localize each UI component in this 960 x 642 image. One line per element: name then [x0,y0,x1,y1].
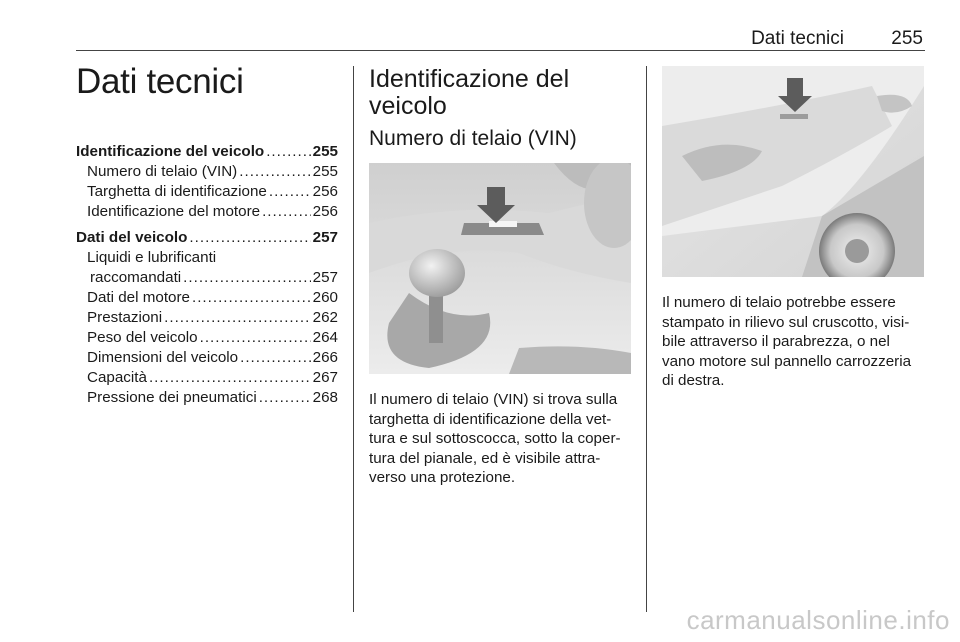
column-divider-right [646,66,647,612]
toc-entry-page: 257 [312,229,338,246]
toc-entry-label: Capacità [87,369,147,386]
toc-entry-page: 266 [312,349,338,366]
toc-entry-label: Pressione dei pneumatici [87,389,257,406]
toc-entry[interactable] [76,348,338,368]
toc-entry-page: 256 [312,203,338,220]
toc-entry[interactable] [76,162,338,182]
toc-entry[interactable] [76,228,338,248]
toc-entry-page: 255 [312,163,338,180]
toc-leader-dots [164,308,311,328]
toc-entry[interactable] [76,182,338,202]
toc-entry-page: 264 [312,329,338,346]
toc-entry-page: 256 [312,183,338,200]
dashboard-vin-text: Il numero di telaio potrebbe essere stampato in rilievo sul cruscotto, visi-bile attraverso il parabrezza, o nel vano motore sul pannello carrozzeria di destra. [662,294,912,389]
watermark: carmanualsonline.info [686,605,950,635]
toc-entry-page: 260 [312,289,338,306]
toc-entry[interactable] [76,248,338,268]
toc-entry-label: Identificazione del motore [87,203,261,220]
toc-entry-label: Dimensioni del veicolo [87,349,239,366]
toc-leader-dots [183,268,310,288]
header-title: Dati tecnici [751,28,844,49]
page-number: 255 [891,28,923,49]
toc-leader-dots [192,288,311,308]
section-heading: Identificazione del veicolo [369,65,570,120]
toc-entry-label: Liquidi e lubrificanti [87,249,217,266]
column-divider-left [353,66,354,612]
vin-plate-figure [369,163,631,374]
toc-entry-label: Numero di telaio (VIN) [87,163,238,180]
toc-leader-dots [239,162,310,182]
toc-leader-dots [240,348,311,368]
toc-entry-label: Dati del veicolo [76,229,188,246]
toc-entry[interactable] [76,142,338,162]
toc-entry-page: 267 [312,369,338,386]
toc-entry[interactable] [76,202,338,222]
table-of-contents [76,142,338,408]
dashboard-vin-figure [662,66,924,277]
header-rule [76,50,925,51]
subsection-heading: Numero di telaio (VIN) [369,127,577,150]
toc-entry-page: 257 [312,269,338,286]
toc-leader-dots [266,142,310,162]
chapter-heading: Dati tecnici [76,62,244,101]
toc-leader-dots [262,202,311,222]
toc-entry-label: Dati del motore [87,289,190,306]
toc-entry-page: 255 [312,143,338,160]
toc-entry-page: 262 [312,309,338,326]
toc-entry[interactable] [76,268,338,288]
toc-entry[interactable] [76,288,338,308]
toc-entry[interactable] [76,388,338,408]
toc-entry[interactable] [76,308,338,328]
toc-entry-label: Peso del veicolo [87,329,198,346]
toc-leader-dots [259,388,311,408]
toc-entry-label: raccomandati [90,269,182,286]
toc-leader-dots [149,368,311,388]
toc-entry[interactable] [76,328,338,348]
toc-leader-dots [189,228,310,248]
toc-entry-label: Targhetta di identificazione [87,183,267,200]
toc-leader-dots [200,328,311,348]
toc-entry-label: Prestazioni [87,309,163,326]
vin-location-text: Il numero di telaio (VIN) si trova sulla targhetta di identificazione della vet-tura e sul sottoscocca, sotto la coper-tura del pianale, ed è visibile attra-verso una protezione. [369,391,621,486]
toc-entry-label: Identificazione del veicolo [76,143,265,160]
toc-leader-dots [269,182,311,202]
toc-entry-page: 268 [312,389,338,406]
toc-entry[interactable] [76,368,338,388]
